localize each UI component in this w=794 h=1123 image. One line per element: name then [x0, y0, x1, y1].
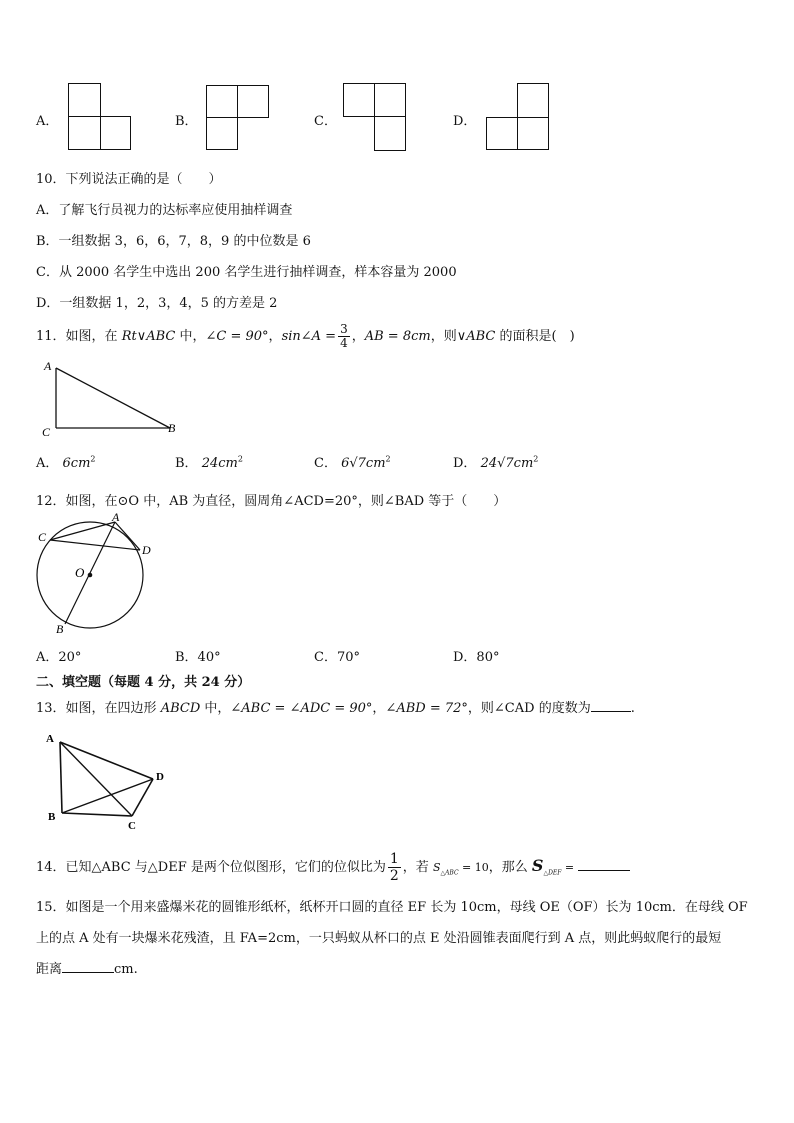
q13-quadrilateral-figure — [40, 730, 170, 832]
section-heading: 二、填空题（每题 4 分，共 24 分） — [36, 675, 251, 690]
q11-label-b: B — [168, 421, 176, 435]
q15-line-3: 距离 cm. — [36, 962, 138, 977]
q12-label-b: B — [56, 622, 64, 636]
q10-option-d: D．一组数据 1，2，3，4，5 的方差是 2 — [36, 296, 278, 311]
q9-option-b-figure — [206, 85, 270, 151]
q12-option-d: D．80° — [453, 650, 500, 665]
q13-label-b: B — [48, 811, 56, 823]
q12-circle-figure — [36, 512, 162, 636]
q13-stem: 13．如图，在四边形 ABCD 中，∠ABC = ∠ADC = 90°，∠ABD = 72°，则∠CAD 的度数为 . — [36, 701, 635, 716]
q14-answer-blank — [578, 858, 630, 871]
q12-option-a: A．20° — [36, 650, 82, 665]
q9-option-a-label: A． — [36, 114, 59, 129]
q15-line-2: 上的点 A 处有一块爆米花残渣，且 FA=2cm，一只蚂蚁从杯口的点 E 处沿圆锥表面爬行到 A 点，则此蚂蚁爬行的最短 — [36, 931, 722, 946]
q15-answer-blank — [62, 960, 114, 973]
q12-label-c: C — [38, 530, 47, 544]
q11-stem: 11．如图，在 Rt∨ABC 中，∠C = 90°，sin∠A = $\frac{3}{4}$ ，AB = 8cm，则∨ABC 的面积是( ) — [36, 322, 575, 350]
q11-label-a: A — [44, 359, 52, 373]
q11-option-a: A． $6cm^2$ — [36, 454, 96, 471]
q9-option-c-label: C． — [314, 114, 337, 129]
q11-option-b: B． $24cm^2$ — [175, 454, 243, 471]
q11-triangle-figure — [38, 360, 188, 440]
q11-option-c: C． $6√7cm^2$ — [314, 454, 391, 471]
q9-option-d-figure — [486, 83, 550, 151]
q12-label-o: O — [75, 565, 85, 580]
q9-option-c-figure — [343, 83, 407, 153]
q12-label-d: D — [142, 543, 151, 557]
q14-stem: 14．已知△ABC 与△DEF 是两个位似图形，它们的位似比为 $\frac{1}{2}$ ，若 $S_{\triangle ABC} = 10$，那么 $S_{\triangle DEF}$ = — [36, 848, 630, 892]
q11-label-c: C — [42, 425, 51, 439]
q10-stem: 10．下列说法正确的是（ ） — [36, 172, 222, 187]
q12-label-a: A — [112, 510, 120, 524]
q10-option-c: C．从 2000 名学生中选出 200 名学生进行抽样调查，样本容量为 2000 — [36, 265, 457, 280]
q9-option-a-figure — [68, 83, 132, 151]
q13-label-a: A — [46, 733, 54, 745]
q13-label-c: C — [128, 820, 136, 832]
q15-line-1: 15．如图是一个用来盛爆米花的圆锥形纸杯，纸杯开口圆的直径 EF 长为 10cm，母线 OE（OF）长为 10cm．在母线 OF — [36, 900, 748, 915]
q13-answer-blank — [591, 699, 631, 712]
q10-option-a: A．了解飞行员视力的达标率应使用抽样调查 — [36, 203, 293, 218]
q11-option-d: D． $24√7cm^2$ — [453, 454, 539, 471]
q12-option-b: B．40° — [175, 650, 221, 665]
q9-option-b-label: B． — [175, 114, 198, 129]
q12-option-c: C．70° — [314, 650, 360, 665]
q12-stem: 12．如图，在⊙O 中，AB 为直径，圆周角∠ACD=20°，则∠BAD 等于（ ） — [36, 494, 507, 509]
q9-option-d-label: D． — [453, 114, 477, 129]
q13-label-d: D — [156, 771, 164, 783]
q10-option-b: B．一组数据 3，6，6，7，8，9 的中位数是 6 — [36, 234, 311, 249]
